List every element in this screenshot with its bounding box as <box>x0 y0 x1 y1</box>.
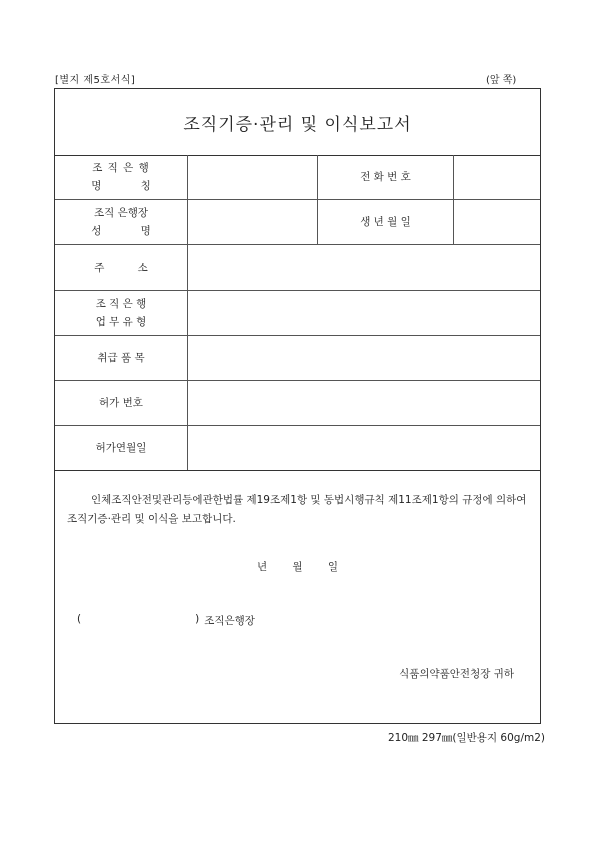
label-phone-text: 전 화 번 호 <box>360 171 411 183</box>
label-phone <box>318 155 454 199</box>
label-address-text: 주 소 <box>94 261 148 274</box>
label-business-type-line1: 조 직 은 행 <box>95 298 147 310</box>
label-birth-date <box>318 200 454 244</box>
label-bank-head-line1: 조직 은행장 <box>93 207 149 219</box>
row-bank-name <box>55 155 540 200</box>
label-business-type <box>55 291 188 335</box>
applicant-paren-open: ( <box>77 613 82 625</box>
label-bank-head-line2: 성 명 <box>91 225 151 237</box>
recipient-line: 식품의약품안전청장 귀하 <box>399 668 514 680</box>
report-form <box>54 88 541 724</box>
applicant-line <box>77 613 562 628</box>
statement-text: 인체조직안전및관리등에관한법률 제19조제1항 및 동법시행규칙 제11조제1항의 규정에 의하여 조직기증·관리 및 이식을 보고합니다. <box>67 494 527 525</box>
label-license-date-text: 허가연월일 <box>95 442 147 454</box>
label-bank-head <box>55 200 188 244</box>
label-bank-name-line2: 명 칭 <box>91 180 151 192</box>
address-field[interactable] <box>188 245 540 290</box>
form-title: 조직기증·관리 및 이식보고서 <box>55 89 540 156</box>
label-license-number <box>55 381 188 425</box>
label-license-date <box>55 426 188 470</box>
row-license-number <box>55 381 540 426</box>
applicant-name-field[interactable] <box>81 613 195 628</box>
label-bank-name <box>55 155 188 199</box>
label-license-number-text: 허가 번호 <box>99 397 143 409</box>
date-line: 년 월 일 <box>256 561 339 573</box>
form-number: [별지 제5호서식] <box>55 75 136 86</box>
label-birth-date-text: 생 년 월 일 <box>360 216 411 228</box>
row-address <box>55 245 540 291</box>
row-license-date <box>55 426 540 471</box>
business-type-field[interactable] <box>188 291 540 335</box>
row-handled-items <box>55 336 540 381</box>
row-bank-head <box>55 200 540 245</box>
label-business-type-line2: 업 무 유 형 <box>95 316 147 328</box>
page-side-label: (앞 쪽) <box>486 75 517 86</box>
row-business-type <box>55 291 540 336</box>
applicant-role: 조직은행장 <box>204 615 255 627</box>
paper-size-note: 210㎜ 297㎜(일반용지 60g/m2) <box>388 732 545 744</box>
bank-name-field[interactable] <box>188 155 318 199</box>
handled-items-field[interactable] <box>188 336 540 380</box>
applicant-paren-close: ) <box>195 613 200 625</box>
license-date-field[interactable] <box>188 426 540 470</box>
label-bank-name-line1: 조 직 은 행 <box>92 162 150 174</box>
label-address <box>55 245 188 290</box>
label-handled-items-text: 취급 품 목 <box>97 352 145 364</box>
birth-date-field[interactable] <box>454 200 540 244</box>
phone-field[interactable] <box>454 155 540 199</box>
license-number-field[interactable] <box>188 381 540 425</box>
bank-head-field[interactable] <box>188 200 318 244</box>
label-handled-items <box>55 336 188 380</box>
